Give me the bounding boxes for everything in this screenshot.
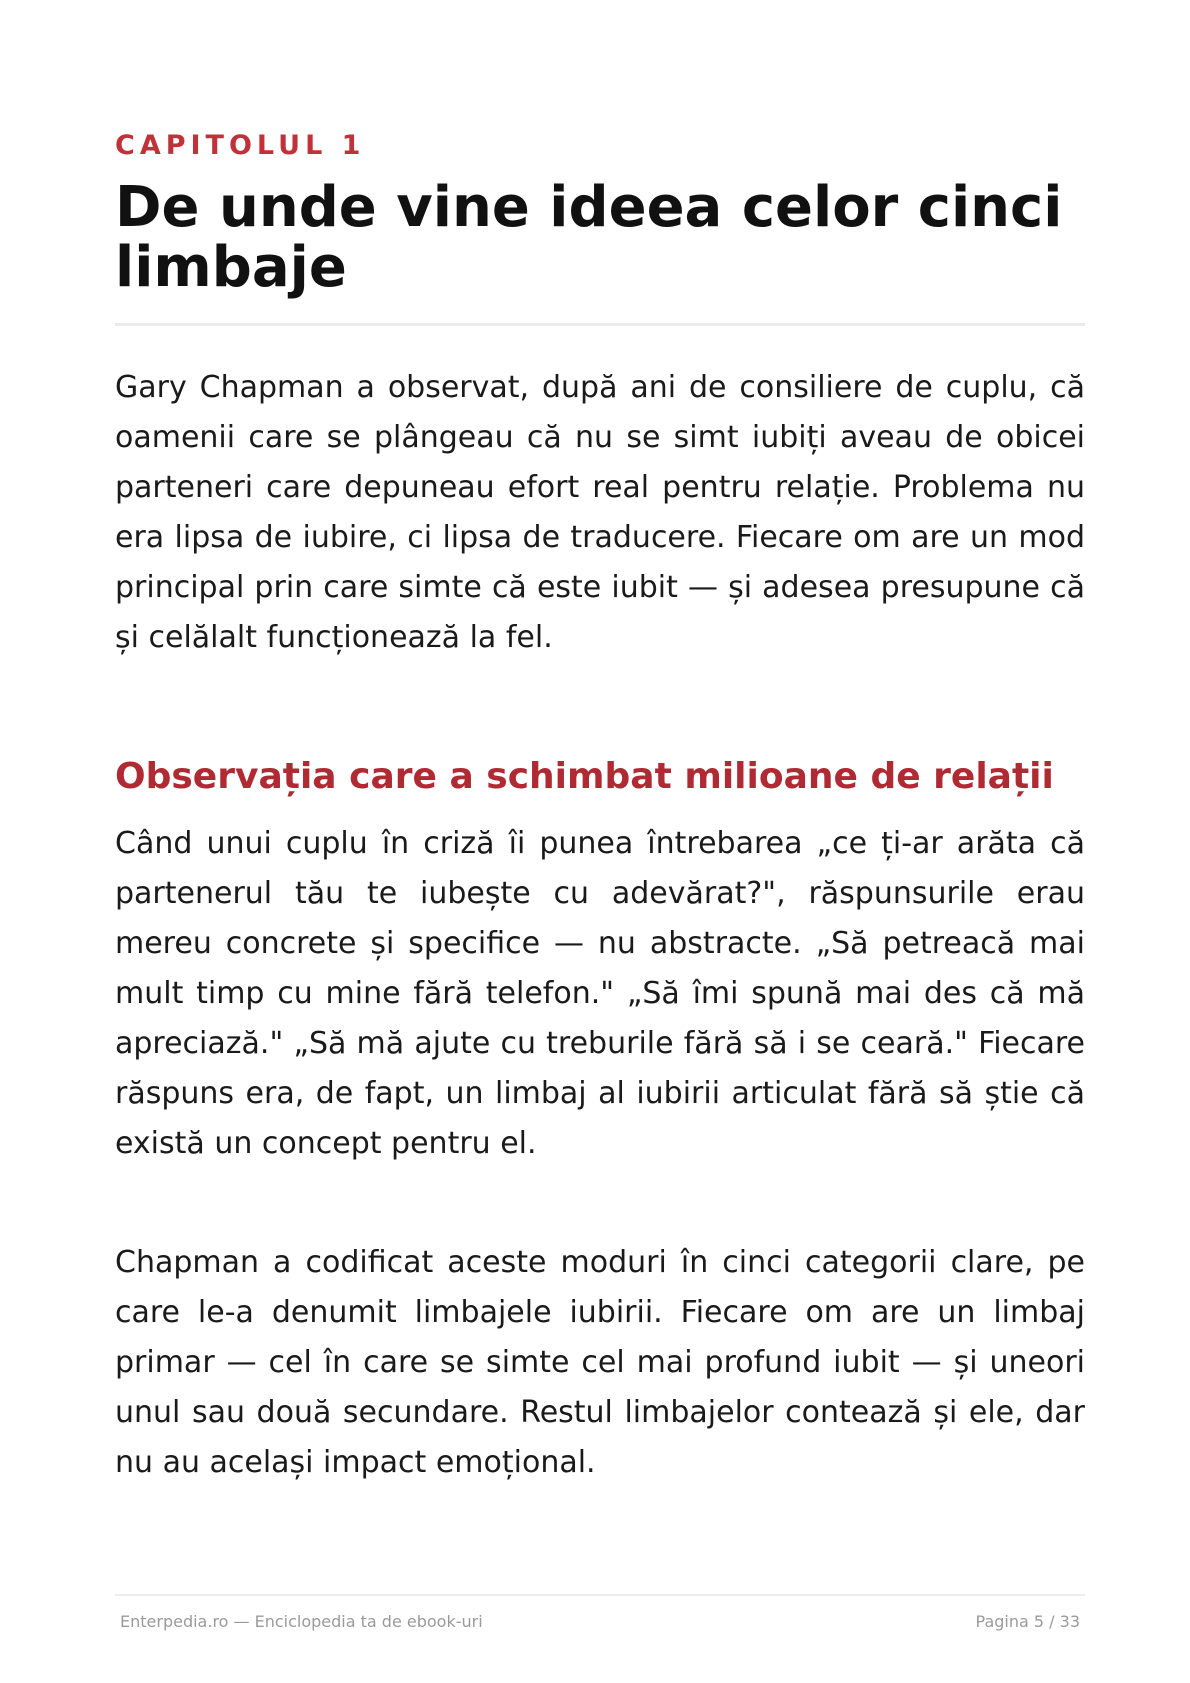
section-paragraph-2: Chapman a codificat aceste moduri în cinci categorii clare, pe care le-a denumit limbajele iubirii. Fiecare om are un limbaj primar — cel în care se simte cel mai profund iubit — și uneori unul sau două secundare. Restul limbajelor contează și ele, dar nu au același impact emoțional. [115, 1245, 1085, 1480]
section-paragraph-1: Când unui cuplu în criză îi punea întrebarea „ce ți-ar arăta că partenerul tău te iubește cu adevărat?", răspunsurile erau mereu concrete și specifice — nu abstracte. „Să petreacă mai mult timp cu mine fără telefon." „Să îmi spună mai des că mă apreciază." „Să mă ajute cu treburile fără să i se ceară." Fiecare răspuns era, de fapt, un limbaj al iubirii articulat fără să știe că există un concept pentru el. [115, 826, 1085, 1161]
intro-paragraph: Gary Chapman a observat, după ani de consiliere de cuplu, că oamenii care se plângeau că nu se simt iubiți aveau de obicei parteneri care depuneau efort real pentru relație. Problema nu era lipsa de iubire, ci lipsa de traducere. Fiecare om are un mod principal prin care simte că este iubit — și adesea presupune că și celălalt funcționează la fel. [115, 370, 1085, 655]
section-heading: Observația care a schimbat milioane de relații [115, 756, 1054, 797]
footer-page-number: Pagina 5 / 33 [975, 1612, 1080, 1631]
title-divider [115, 323, 1085, 326]
document-page [115, 0, 1085, 1683]
footer-divider [115, 1594, 1085, 1596]
footer-site-name: Enterpedia.ro — Enciclopedia ta de ebook-uri [120, 1612, 483, 1631]
chapter-title: De unde vine ideea celor cinci limbaje [115, 175, 1063, 300]
chapter-label: CAPITOLUL 1 [115, 130, 366, 161]
